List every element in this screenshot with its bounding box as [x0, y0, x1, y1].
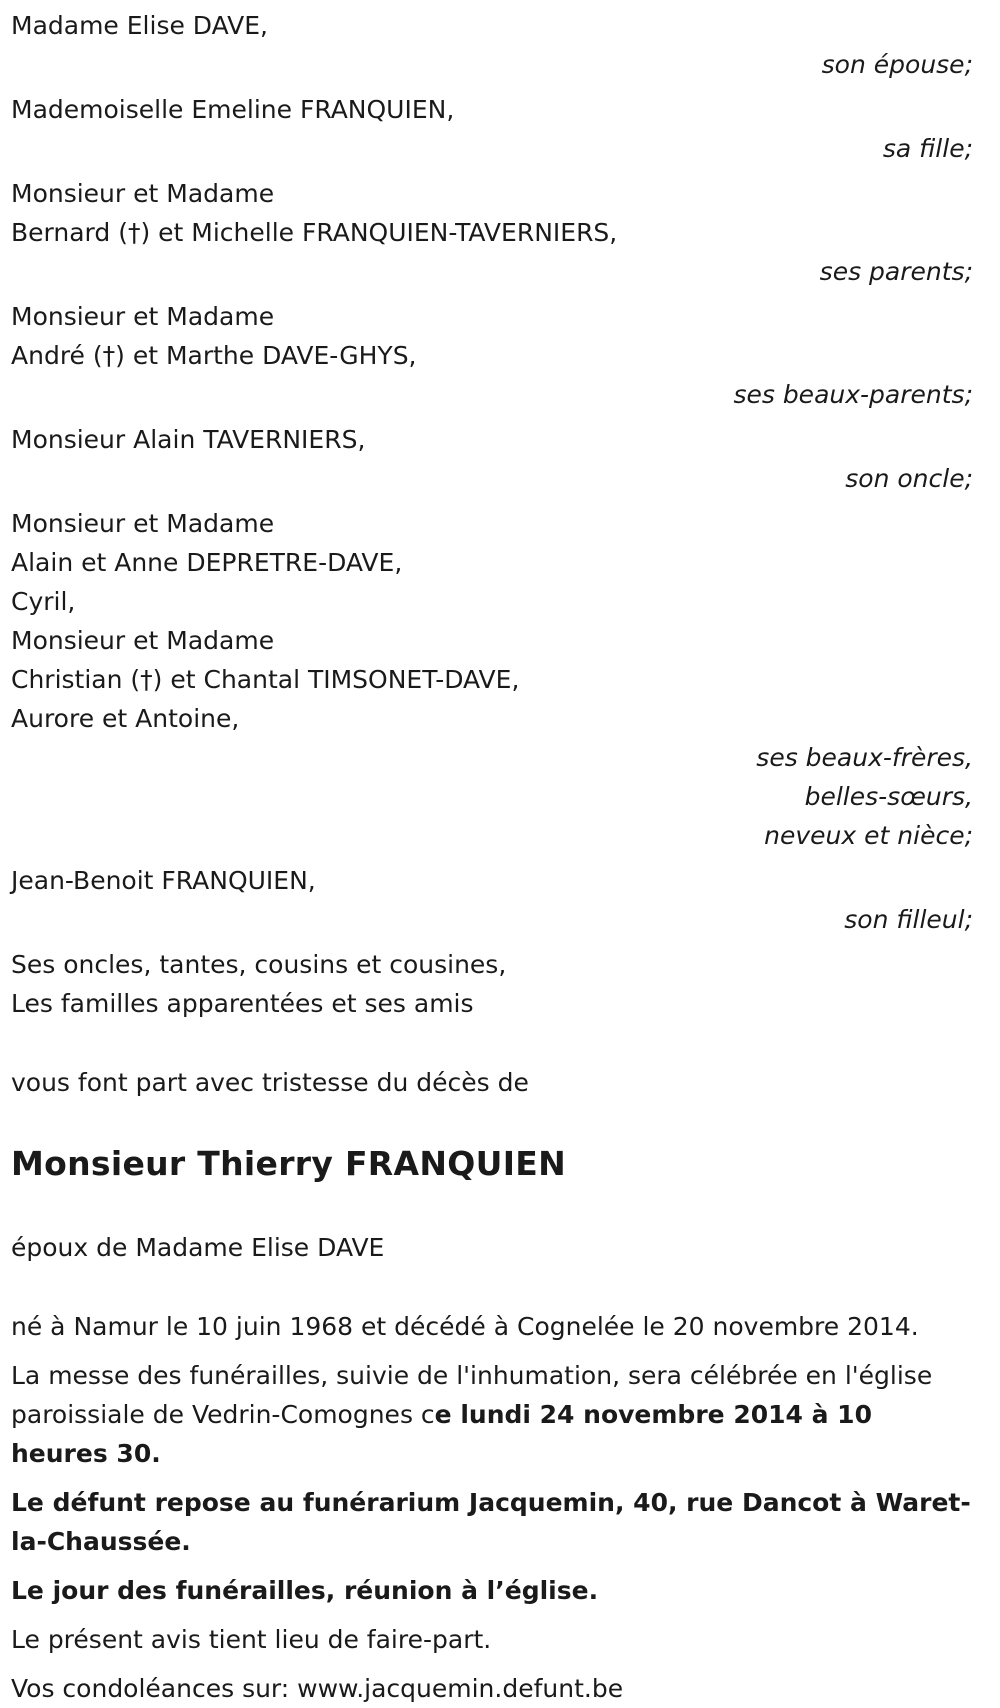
family-line: Les familles apparentées et ses amis — [11, 989, 474, 1018]
family-group-daughter — [11, 90, 973, 168]
family-line: Monsieur et Madame — [11, 509, 275, 538]
family-line: Monsieur et Madame — [11, 626, 275, 655]
notice-paragraph: Le présent avis tient lieu de faire-part. — [11, 1625, 492, 1654]
family-line: Monsieur et Madame — [11, 179, 275, 208]
relation-label: son filleul; — [844, 905, 973, 934]
family-group-godson — [11, 861, 973, 939]
spouse-line: époux de Madame Elise DAVE — [11, 1233, 385, 1262]
family-line: Mademoiselle Emeline FRANQUIEN, — [11, 95, 455, 124]
family-line: Bernard (†) et Michelle FRANQUIEN-TAVERNIERS, — [11, 218, 618, 247]
family-group-parents-in-law — [11, 297, 973, 414]
relation-label: son oncle; — [845, 464, 973, 493]
family-line: Christian (†) et Chantal TIMSONET-DAVE, — [11, 665, 520, 694]
family-line: Monsieur Alain TAVERNIERS, — [11, 425, 366, 454]
family-line: Cyril, — [11, 587, 76, 616]
relation-label: son épouse; — [821, 50, 973, 79]
mass-text: La messe des funérailles, suivie de l'inhumation, sera célébrée en l'église paroissiale de Vedrin-Comognes c — [11, 1361, 933, 1429]
meeting-paragraph: Le jour des funérailles, réunion à l’église. — [11, 1576, 599, 1605]
family-line: Monsieur et Madame — [11, 302, 275, 331]
relation-label: ses beaux-frères, — [756, 743, 973, 772]
relation-label: sa fille; — [882, 134, 973, 163]
family-group-parents — [11, 174, 973, 291]
family-group-in-laws — [11, 504, 973, 855]
relation-label: ses parents; — [819, 257, 973, 286]
family-line: Aurore et Antoine, — [11, 704, 240, 733]
family-group-extended — [11, 945, 973, 1023]
family-line: Alain et Anne DEPRETRE-DAVE, — [11, 548, 403, 577]
family-line: Madame Elise DAVE, — [11, 11, 268, 40]
announcement: vous font part avec tristesse du décès de — [11, 1068, 529, 1097]
relation-label: ses beaux-parents; — [733, 380, 973, 409]
funerarium-paragraph: Le défunt repose au funérarium Jacquemin, 40, rue Dancot à Waret-la-Chaussée. — [11, 1488, 971, 1556]
birth-death-line: né à Namur le 10 juin 1968 et décédé à Cognelée le 20 novembre 2014. — [11, 1312, 919, 1341]
family-line: André (†) et Marthe DAVE-GHYS, — [11, 341, 417, 370]
deceased-name: Monsieur Thierry FRANQUIEN — [11, 1144, 567, 1183]
mass-date: e lundi 24 novembre 2014 à 10 heures 30. — [11, 1400, 872, 1468]
family-group-wife — [11, 6, 973, 84]
relation-label: belles-sœurs, — [804, 782, 973, 811]
condolences-paragraph: Vos condoléances sur: www.jacquemin.defunt.be — [11, 1674, 624, 1703]
obituary-notice — [11, 6, 973, 1708]
family-line: Jean-Benoit FRANQUIEN, — [11, 866, 316, 895]
family-group-uncle — [11, 420, 973, 498]
relation-label: neveux et nièce; — [764, 821, 973, 850]
family-line: Ses oncles, tantes, cousins et cousines, — [11, 950, 507, 979]
mass-paragraph — [11, 1356, 973, 1473]
